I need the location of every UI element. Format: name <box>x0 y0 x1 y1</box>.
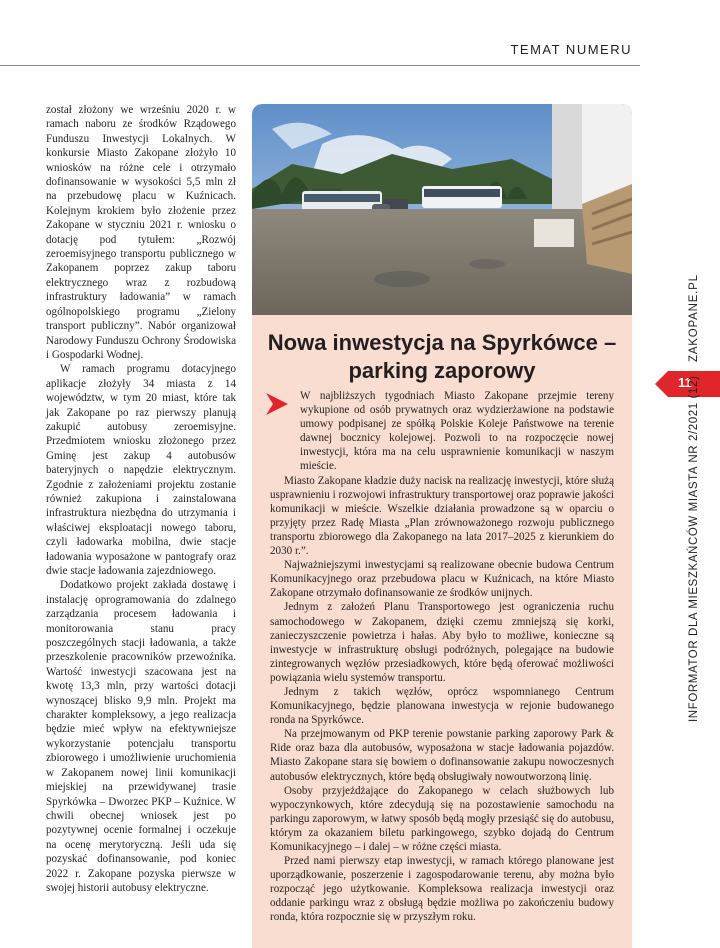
left-paragraph: został złożony we wrześniu 2020 r. w ramach naboru ze środków Rządowego Funduszu Inwestycji Lokalnych. W konkursie Miasto Zakopane złożyło 10 wniosków na różne cele i otrzymało dofinansowanie w wysokości 5,5 mln zł na przebudowę placu w Kuźnicach. Kolejnym krokiem było złożenie przez Zakopane w styczniu 2021 r. wniosku o dotację pod tytułem: „Rozwój zeroemisyjnego transportu publicznego w Zakopanem poprzez zakup taboru elektrycznego wraz z rozbudową infrastruktury ładowania” w ramach ogólnopolskiego programu „Zielony transport publiczny”. Nabór organizował Narodowy Funduszu Ochrony Środowiska i Gospodarki Wodnej. <box>46 104 236 361</box>
header-rule <box>0 65 640 66</box>
page-number: 11 <box>678 375 692 390</box>
article-paragraph: Jednym z założeń Planu Transportowego jest ograniczenia ruchu samochodowego w Zakopanem, dzięki czemu zmniejszą się korki, zanieczyszczenie powietrza i hałas. Aby było to możliwe, konieczne są inwestycje w infrastrukturę obsługi podróżnych, polegające na budowie zintegrowanych węzłów przesiadkowych, które będą oferować możliwości powiązania wielu systemów transportu. <box>270 601 614 684</box>
site-url: ZAKOPANE.PL <box>688 274 700 362</box>
headline-line-1: Nowa inwestycja na Spyrkówce – <box>267 330 617 355</box>
section-label: TEMAT NUMERU <box>510 42 632 57</box>
article-body <box>270 389 614 925</box>
article-paragraph: Przed nami pierwszy etap inwestycji, w ramach którego planowane jest uporządkowanie, poszerzenie i zagospodarowanie terenu, aby można było rozpocząć jego użytkowanie. Kompleksowa realizacja inwestycji oraz oddanie parkingu wraz z obsługą będzie możliwa po zakończeniu budowy ronda, która rozpocznie się w przyszłym roku. <box>270 855 614 924</box>
article-box <box>252 104 632 948</box>
parking-lot-photo <box>252 104 632 315</box>
left-column <box>46 103 236 895</box>
left-paragraph: W ramach programu dotacyjnego aplikacje złożyły 34 miasta z 14 województw, w tym 20 miast, które tak jak Zakopane po raz pierwszy planują zakupić autobusy zeroemisyjne. Przedmiotem wniosku złożonego przez Gminę jest zakup 4 autobusów bateryjnych o napędzie elektrycznym. Zgodnie z założeniami projektu zostanie również zakupiona i zainstalowana infrastruktura niezbędna do utrzymania i właściwej eksploatacji nowego taboru, czyli ładowarka mobilna, dwie stacje ładowania wyposażone w pantografy oraz dwie stacje ładowania zajezdniowego. <box>46 363 236 577</box>
headline-line-2: parking zaporowy <box>348 358 536 383</box>
article-paragraph: Najważniejszymi inwestycjami są realizowane obecnie budowa Centrum Komunikacyjnego oraz przebudowa placu w Kuźnicach, na które Miasto Zakopane otrzymało dofinansowanie ze środków unijnych. <box>270 559 614 600</box>
article-paragraph: Osoby przyjeżdżające do Zakopanego w celach służbowych lub wypoczynkowych, które zdecydują się na pozostawienie samochodu na parkingu zaporowym, w łatwy sposób będą mogły przesiąść się do autobusu, którym za okazaniem biletu parkingowego, szybko dojadą do Centrum Komunikacyjnego – i dalej – w różne części miasta. <box>270 784 614 853</box>
publication-info: INFORMATOR DLA MIESZKAŃCÓW MIASTA NR 2/2021 (12) <box>688 375 700 722</box>
left-paragraph: Dodatkowo projekt zakłada dostawę i instalację oprogramowania do zdalnego zarządzania procesem ładowania i monitorowania stanu pracy poszczególnych stacji ładowania, a także przeszkolenie pracowników przewoźnika. Wartość inwestycji szacowana jest na kwotę 13,3 mln, przy wartości dotacji wynoszącej blisko 9,9 mln. Projekt ma charakter kompleksowy, a jego realizacja będzie mieć wpływ na efektywniejsze wykorzystanie potencjału transportu zbiorowego i umożliwienie uruchomienia w Zakopanem nowej linii komunikacji miejskiej na przewidywanej trasie Spyrkówka – Dworzec PKP – Kuźnice. W chwili obecnej wniosek jest po pozytywnej ocenie formalnej i oczekuje na ocenę merytoryczną. Jeśli uda się pozyskać dofinansowanie, pod koniec 2022 r. Zakopane pozyska pierwsze w swojej historii autobusy elektryczne. <box>46 579 236 894</box>
article-paragraph: Jednym z takich węzłów, oprócz wspomnianego Centrum Komunikacyjnego, będzie planowana inwestycja w rejonie budowanego ronda na Spyrkówce. <box>270 685 614 727</box>
article-paragraph: Miasto Zakopane kładzie duży nacisk na realizację inwestycji, które służą usprawnieniu i rozwojowi infrastruktury transportowej oraz poprawie jakości komunikacji w mieście. Wszelkie działania prowadzone są w oparciu o przyjęty przez Radę Miasta „Plan zrównoważonego rozwoju publicznego transportu zbiorowego dla Zakopanego na lata 2017–2025 z kierunkiem do 2030 r.”. <box>270 474 614 558</box>
article-paragraph: Na przejmowanym od PKP terenie powstanie parking zaporowy Park & Ride oraz baza dla autobusów, wyposażona w stacje ładowania pojazdów. Miasto Zakopane stara się bowiem o dofinansowanie zakupu nowoczesnych autobusów elektrycznych, które będą obsługiwały nowoutworzoną linię. <box>270 728 614 783</box>
article-paragraph: W najbliższych tygodniach Miasto Zakopane przejmie tereny wykupione od osób prywatnych oraz wydzierżawione na podstawie umowy podpisanej ze spółką Polskie Koleje Państwowe na terenie dawnej bocznicy kolejowej. Pozwoli to na rozpoczęcie nowej inwestycji, która ma na celu usprawnienie komunikacji w naszym mieście. <box>300 390 614 473</box>
article-headline <box>252 329 632 385</box>
